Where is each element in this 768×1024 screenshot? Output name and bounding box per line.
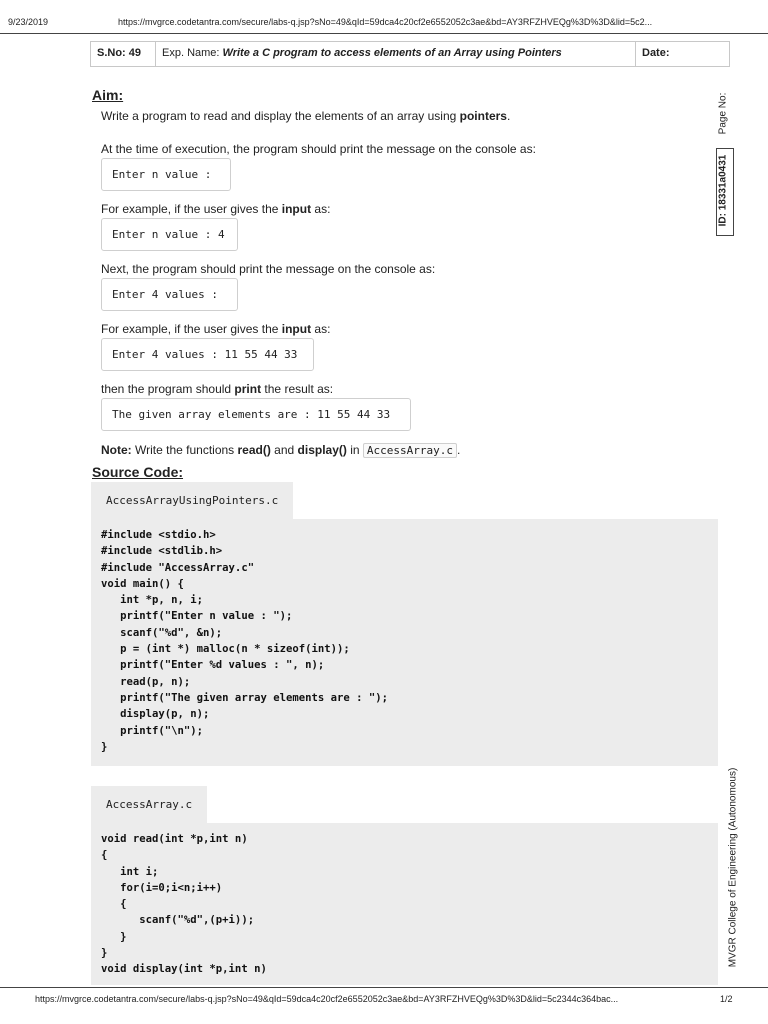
code-line: #include <stdlib.h> xyxy=(101,545,223,558)
aim-line-5 xyxy=(101,322,330,336)
exp-title: Write a C program to access elements of an Array using Pointers xyxy=(222,47,562,59)
console-box-4: Enter 4 values : 11 55 44 33 xyxy=(101,338,314,371)
note-label: Note: xyxy=(101,443,132,457)
page-no-text: Page No: xyxy=(717,92,729,135)
college-label xyxy=(727,762,747,982)
code-line: { xyxy=(101,849,108,862)
aim-line-3-text: For example, if the user gives the xyxy=(101,202,282,216)
code-line: } xyxy=(101,930,127,943)
code-line: scanf("%d", &n); xyxy=(101,626,223,639)
code-line: printf("The given array elements are : "); xyxy=(101,691,389,704)
code-line: read(p, n); xyxy=(101,675,191,688)
experiment-title-bar xyxy=(90,41,730,67)
note-end: . xyxy=(457,443,461,457)
aim-line-1-text: Write a program to read and display the elements of an array using xyxy=(101,109,460,123)
aim-line-1-bold: pointers xyxy=(459,109,507,123)
serial-number: S.No: 49 xyxy=(91,42,156,66)
aim-line-1-end: . xyxy=(506,109,511,123)
code-line: printf("Enter %d values : ", n); xyxy=(101,659,325,672)
aim-line-3-bold: input xyxy=(281,202,312,216)
student-id-box xyxy=(716,148,734,236)
code-line: printf("\n"); xyxy=(101,724,204,737)
page-no-label xyxy=(717,90,734,140)
note-text-2: and xyxy=(270,443,298,457)
code-line: void main() { xyxy=(101,577,184,590)
code-line: void read(int *p,int n) xyxy=(101,833,248,845)
source-code-heading: Source Code: xyxy=(92,464,184,480)
page-number: 1/2 xyxy=(720,994,733,1004)
footer-url[interactable]: https://mvgrce.codetantra.com/secure/labs-q.jsp?sNo=49&qId=59dca4c20cf2e6552052c3ae&bd=AY3RFZHVEQg%3D%3D&lid=5c2344c364bac... xyxy=(35,994,619,1004)
console-box-5: The given array elements are : 11 55 44 33 xyxy=(101,398,411,431)
aim-line-5-text: For example, if the user gives the xyxy=(101,322,282,336)
file-tab-access-array-using-pointers[interactable]: AccessArrayUsingPointers.c xyxy=(91,482,293,519)
header-divider xyxy=(0,33,768,34)
exp-prefix: Exp. Name: xyxy=(162,47,223,59)
note-fn-read: read() xyxy=(237,443,271,457)
code-line: } xyxy=(101,947,108,960)
console-box-3: Enter 4 values : xyxy=(101,278,238,311)
print-url[interactable]: https://mvgrce.codetantra.com/secure/labs-q.jsp?sNo=49&qId=59dca4c20cf2e6552052c3ae&bd=AY3RFZHVEQg%3D%3D&lid=5c2... xyxy=(118,17,653,27)
print-date: 9/23/2019 xyxy=(8,17,49,27)
code-line: void display(int *p,int n) xyxy=(101,963,267,976)
code-line: for(i=0;i<n;i++) xyxy=(101,881,223,894)
console-box-2: Enter n value : 4 xyxy=(101,218,238,251)
experiment-name xyxy=(156,42,636,66)
code-line: #include "AccessArray.c" xyxy=(101,561,255,574)
note-fn-display: display() xyxy=(297,443,347,457)
college-text: MVGR College of Engineering (Autonomous) xyxy=(727,767,739,968)
note-text-1: Write the functions xyxy=(131,443,238,457)
aim-line-5-end: as: xyxy=(311,322,331,336)
note-text-3: in xyxy=(346,443,363,457)
code-line: } xyxy=(101,740,108,753)
aim-line-3 xyxy=(101,202,330,216)
aim-line-6-bold: print xyxy=(234,382,262,396)
aim-line-2: At the time of execution, the program should print the message on the console as: xyxy=(101,142,536,156)
date-field: Date: xyxy=(642,47,670,59)
code-line: scanf("%d",(p+i)); xyxy=(101,914,255,927)
aim-line-3-end: as: xyxy=(311,202,331,216)
aim-line-1 xyxy=(101,109,510,123)
note-file-code: AccessArray.c xyxy=(363,443,457,458)
aim-line-5-bold: input xyxy=(281,322,312,336)
code-line: #include <stdio.h> xyxy=(101,529,216,541)
console-box-1: Enter n value : xyxy=(101,158,231,191)
code-line: int i; xyxy=(101,865,159,878)
code-line: printf("Enter n value : "); xyxy=(101,610,293,623)
code-block-access-array xyxy=(91,823,718,985)
aim-line-6 xyxy=(101,382,333,396)
file-tab-access-array[interactable]: AccessArray.c xyxy=(91,786,207,823)
print-header xyxy=(0,15,768,31)
code-line: p = (int *) malloc(n * sizeof(int)); xyxy=(101,643,350,656)
aim-heading: Aim: xyxy=(92,87,124,103)
code-line: { xyxy=(101,898,127,911)
note-line xyxy=(101,443,460,457)
code-block-main xyxy=(91,519,718,766)
code-line: display(p, n); xyxy=(101,708,210,721)
code-line: int *p, n, i; xyxy=(101,594,204,607)
aim-line-6-end: the result as: xyxy=(261,382,334,396)
footer-divider xyxy=(0,987,768,988)
student-id-text: ID: 18331a0431 xyxy=(717,154,729,227)
aim-line-4: Next, the program should print the message on the console as: xyxy=(101,262,436,276)
aim-line-6-text: then the program should xyxy=(101,382,235,396)
